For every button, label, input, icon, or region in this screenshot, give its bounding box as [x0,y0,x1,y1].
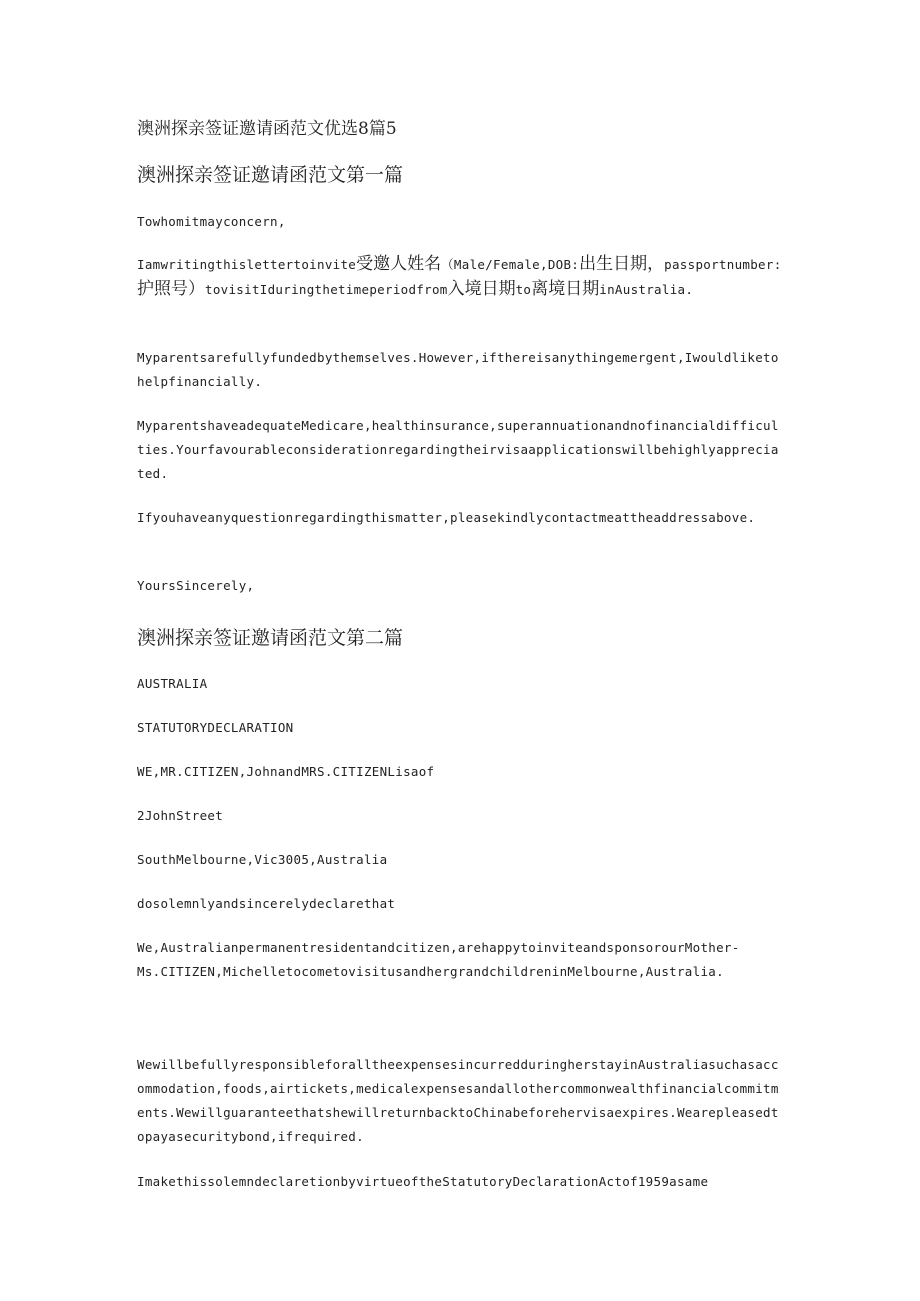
invite-text-1: Iamwritingthislettertoinvite [137,257,357,272]
invitation-paragraph [137,252,782,302]
document-title: 澳洲探亲签证邀请函范文优选8篇5 [137,119,397,139]
invite-text-5: to [515,282,532,297]
entry-date-placeholder: 入境日期 [447,279,516,299]
declare-line: dosolemnlyandsincerelydeclarethat [137,896,396,911]
country-line: AUSTRALIA [137,676,208,691]
insurance-paragraph: MyparentshaveadequateMedicare,healthinsurance,superannuationandnofinancialdifficulties.Yourfavourableconsiderationregardingtheirvisaapplicationswillbehighlyappreciated. [137,418,779,481]
salutation: Towhomitmayconcern, [137,214,286,229]
funding-paragraph: Myparentsarefullyfundedbythemselves.However,ifthereisanythingemergent,Iwouldliketohelpfinancially. [137,350,779,389]
exit-date-placeholder: 离境日期 [531,279,600,299]
solemn-declaration-paragraph: ImakethissolemndeclaretionbyvirtueoftheStatutoryDeclarationActof1959asame [137,1174,709,1189]
section-2-heading: 澳洲探亲签证邀请函范文第二篇 [137,627,404,649]
passport-placeholder: 护照号） [137,279,205,299]
invite-text-4: tovisitIduringthetimeperiodfrom [205,282,448,297]
invite-text-3: passportnumber: [664,257,782,272]
sponsor-paragraph [137,936,782,984]
invite-text-2: （Male/Female,DOB: [441,257,580,272]
sponsor-line-1: We,Australianpermanentresidentandcitizen,arehappytoinviteandsponsorourMother- [137,940,740,955]
invitee-name-placeholder: 受邀人姓名 [356,254,442,274]
closing: YoursSincerely, [137,578,255,593]
dob-placeholder: 出生日期， [579,254,665,274]
declarants-line: WE,MR.CITIZEN,JohnandMRS.CITIZENLisaof [137,764,435,779]
street-address: 2JohnStreet [137,808,224,823]
section-1-heading: 澳洲探亲签证邀请函范文第一篇 [137,164,404,186]
contact-paragraph: Ifyouhaveanyquestionregardingthismatter,pleasekindlycontactmeattheaddressabove. [137,510,756,525]
declaration-title: STATUTORYDECLARATION [137,720,294,735]
responsibility-paragraph: WewillbefullyresponsibleforalltheexpensesincurredduringherstayinAustraliasuchasaccommodation,foods,airtickets,medicalexpensesandallothercommonwealthfinancialcommitments.WewillguaranteethatshewillreturnbacktoChinabeforehervisaexpires.Wearepleasedtopayasecuritybond,ifrequired. [137,1057,779,1144]
sponsor-line-2: Ms.CITIZEN,MichelletocometovisitusandhergrandchildreninMelbourne,Australia. [137,964,724,979]
invite-text-6: inAustralia. [599,282,694,297]
city-address: SouthMelbourne,Vic3005,Australia [137,852,388,867]
